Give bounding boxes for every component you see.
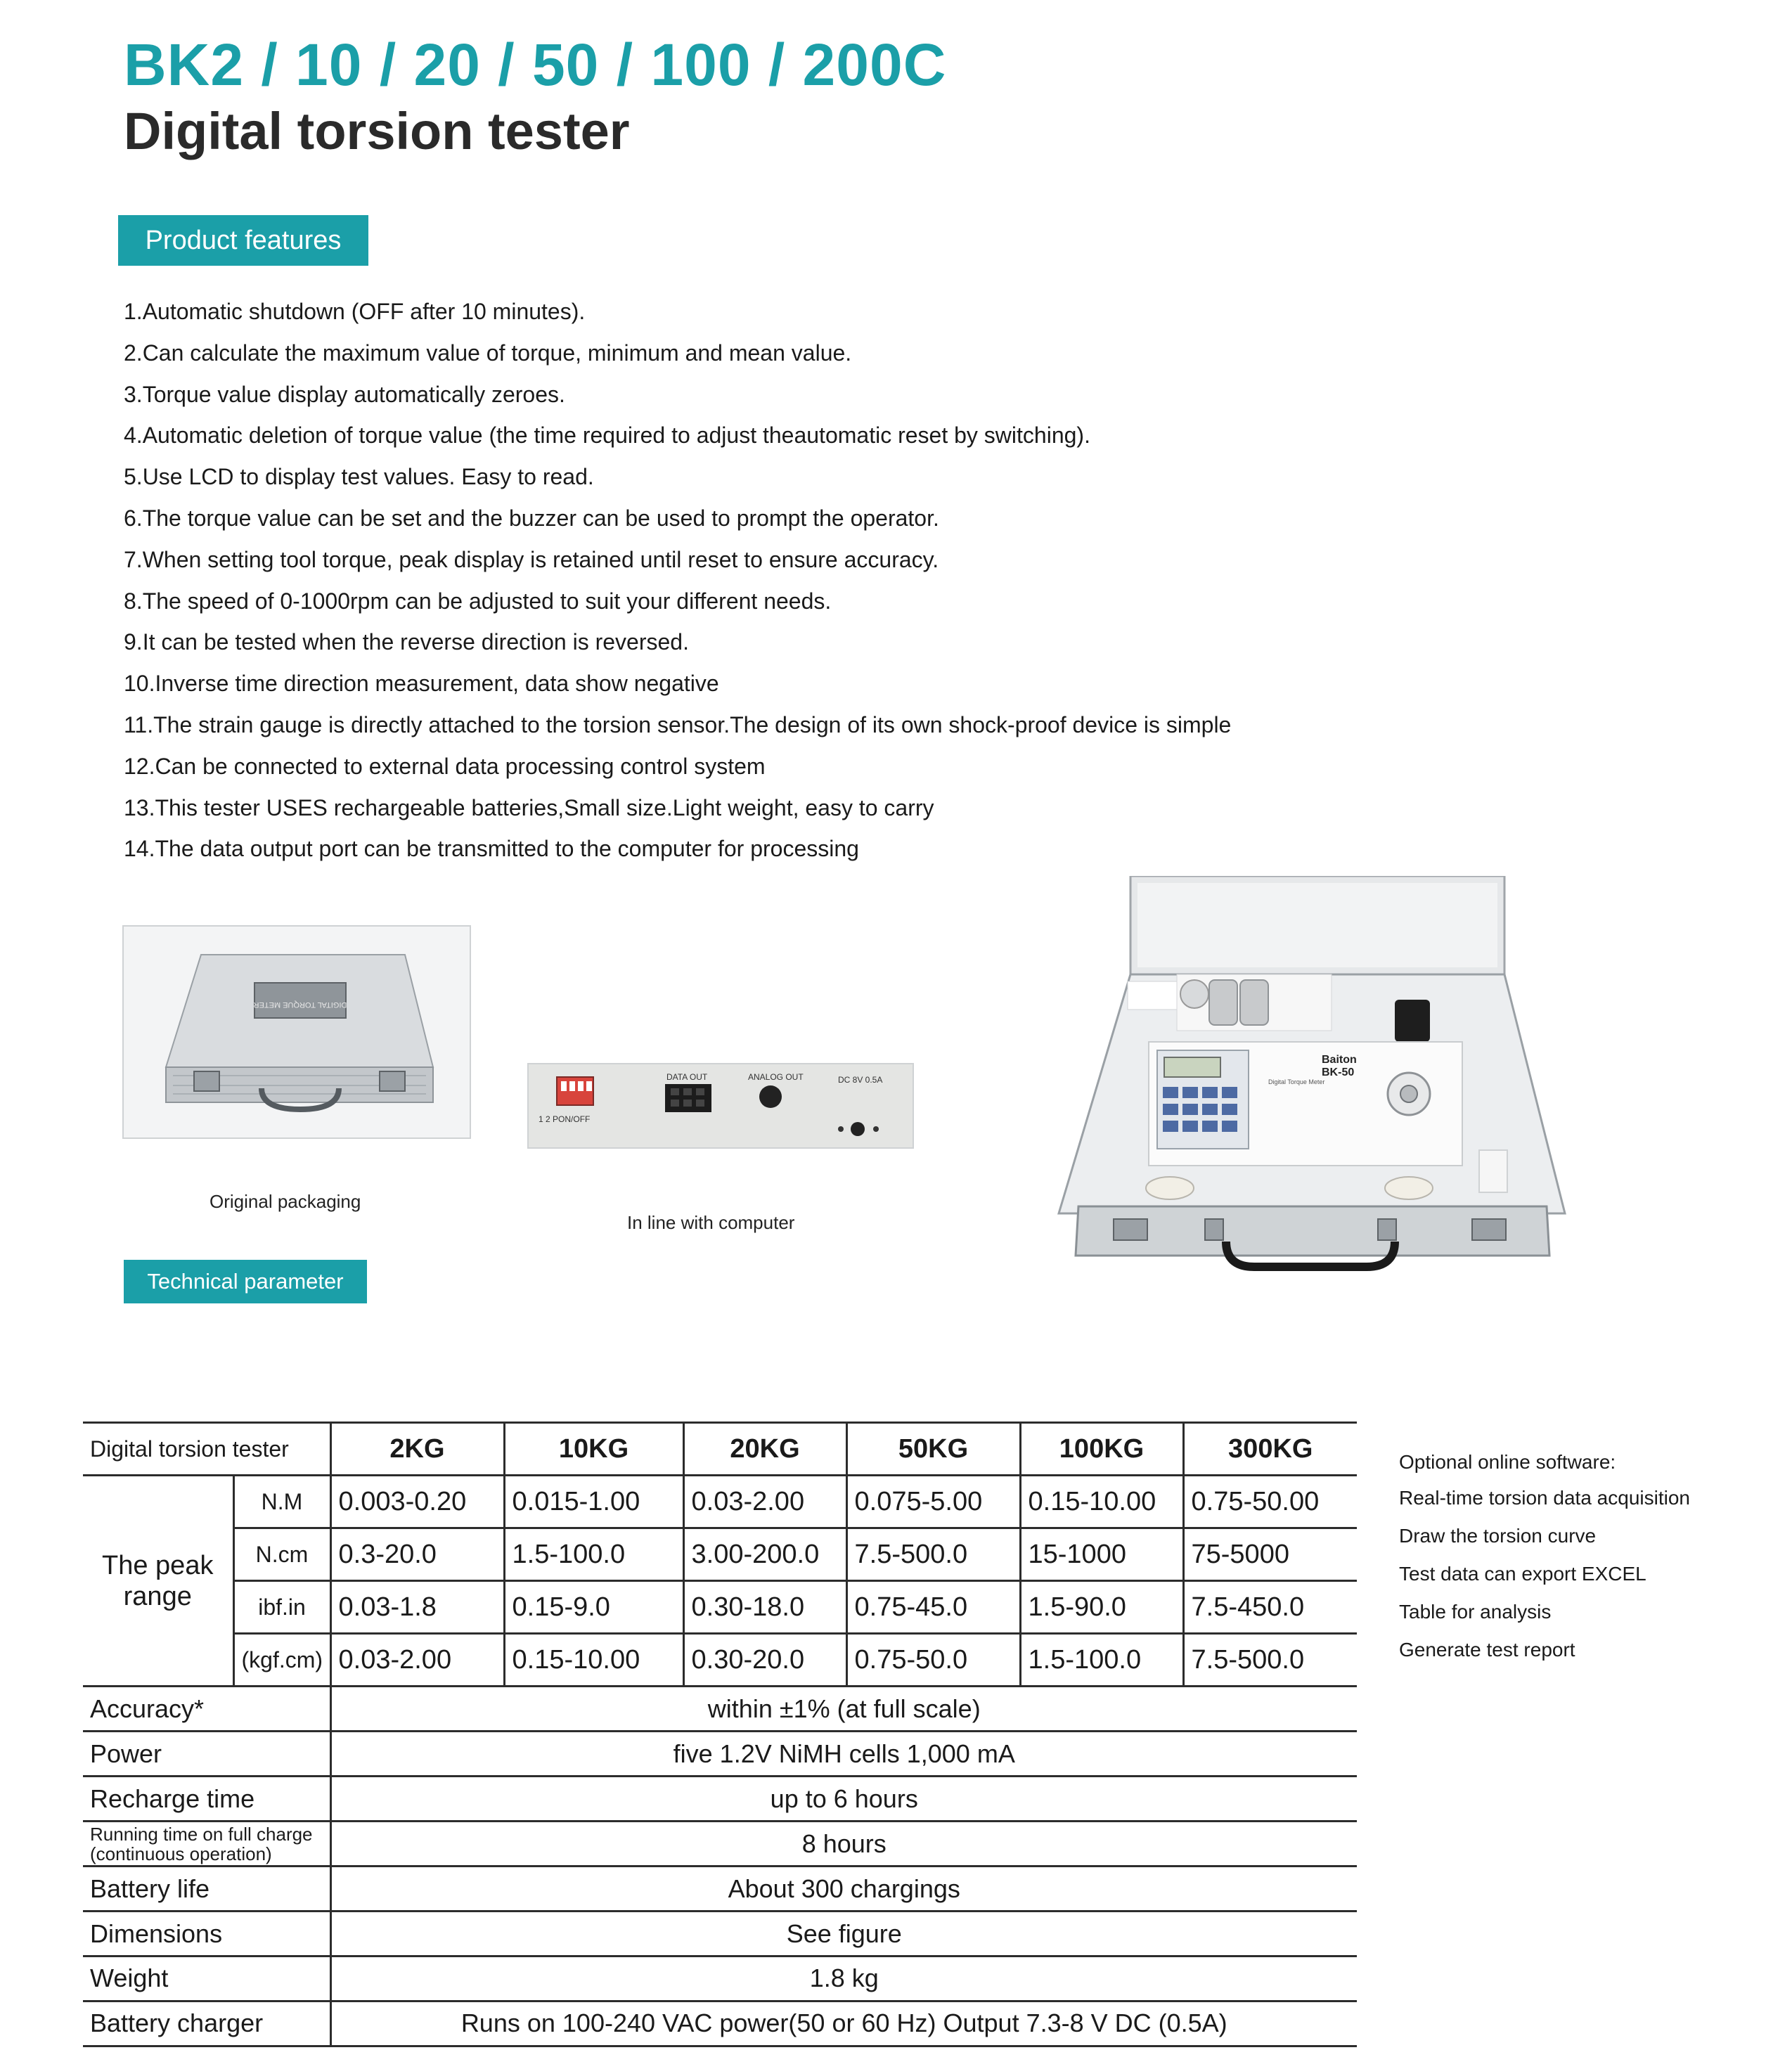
table-cell: 0.15-10.00: [504, 1634, 683, 1687]
table-cell: 0.15-9.0: [504, 1581, 683, 1634]
table-cell: within ±1% (at full scale): [330, 1687, 1357, 1732]
table-cell: 7.5-500.0: [846, 1528, 1020, 1581]
software-item: Table for analysis: [1399, 1601, 1552, 1623]
table-cell: 8 hours: [330, 1822, 1357, 1867]
dc-label: DC 8V 0.5A: [838, 1075, 883, 1085]
data-port-panel-illustration: [529, 1064, 913, 1147]
optional-software-block: [1399, 1451, 1690, 1669]
table-cell: 0.75-50.0: [846, 1634, 1020, 1687]
software-item: Real-time torsion data acquisition: [1399, 1487, 1690, 1509]
column-header: 2KG: [330, 1423, 504, 1476]
feature-item: 14.The data output port can be transmitted to the computer for processing: [124, 836, 859, 862]
feature-item: 8.The speed of 0-1000rpm can be adjusted to suit your different needs.: [124, 588, 832, 614]
unit-label: N.cm: [233, 1528, 330, 1581]
table-row: [83, 1777, 1357, 1822]
software-list: [1399, 1479, 1690, 1669]
table-header-row: [83, 1423, 1357, 1476]
table-cell: 0.03-2.00: [683, 1476, 846, 1528]
packaging-photo: [122, 925, 471, 1139]
row-label: Weight: [83, 1956, 330, 2001]
software-item: Test data can export EXCEL: [1399, 1563, 1646, 1585]
device-sub-text: Digital Torque Meter: [1268, 1078, 1325, 1085]
table-row: [83, 1912, 1357, 1956]
feature-item: 10.Inverse time direction measurement, data show negative: [124, 671, 719, 697]
table-row: [83, 1822, 1357, 1867]
table-cell: 3.00-200.0: [683, 1528, 846, 1581]
spec-table: [83, 1422, 1357, 2047]
feature-item: 3.Torque value display automatically zeroes.: [124, 381, 565, 407]
table-cell: 0.03-2.00: [330, 1634, 504, 1687]
table-row: [83, 1687, 1357, 1732]
case-plate-text: DIGITAL TORQUE METER: [253, 1000, 347, 1009]
table-row: [83, 1581, 1357, 1634]
row-label: Accuracy*: [83, 1687, 330, 1732]
table-cell: 0.003-0.20: [330, 1476, 504, 1528]
feature-item: 13.This tester USES rechargeable batteries,Small size.Light weight, easy to carry: [124, 794, 934, 820]
table-row: [83, 1476, 1357, 1528]
table-row: [83, 1867, 1357, 1912]
table-cell: 7.5-450.0: [1183, 1581, 1357, 1634]
device-model-text: BK-50: [1322, 1066, 1355, 1078]
table-cell: 0.75-45.0: [846, 1581, 1020, 1634]
column-header: 20KG: [683, 1423, 846, 1476]
aluminum-case-closed-illustration: [124, 927, 470, 1137]
feature-item: 1.Automatic shutdown (OFF after 10 minutes).: [124, 299, 586, 324]
software-item: Draw the torsion curve: [1399, 1525, 1597, 1547]
row-label: Running time on full charge (continuous operation): [83, 1822, 330, 1867]
packaging-caption: Original packaging: [210, 1191, 361, 1212]
table-row: [83, 1528, 1357, 1581]
feature-item: 9.It can be tested when the reverse direction is reversed.: [124, 629, 689, 655]
row-label: Dimensions: [83, 1912, 330, 1956]
computer-caption: In line with computer: [627, 1212, 795, 1233]
digital-torque-meter-case-illustration: [1057, 876, 1568, 1277]
data-out-label: DATA OUT: [666, 1072, 708, 1082]
table-cell: 1.8 kg: [330, 1956, 1357, 2001]
feature-item: 2.Can calculate the maximum value of torque, minimum and mean value.: [124, 340, 852, 366]
table-cell: 1.5-100.0: [504, 1528, 683, 1581]
table-cell: 0.3-20.0: [330, 1528, 504, 1581]
software-title: Optional online software:: [1399, 1451, 1616, 1473]
table-cell: 0.75-50.00: [1183, 1476, 1357, 1528]
table-cell: 0.03-1.8: [330, 1581, 504, 1634]
model-title: BK2 / 10 / 20 / 50 / 100 / 200C: [124, 32, 947, 98]
peak-range-label: The peak range: [83, 1476, 233, 1687]
table-cell: 0.075-5.00: [846, 1476, 1020, 1528]
table-cell: 0.15-10.00: [1020, 1476, 1183, 1528]
feature-item: 6.The torque value can be set and the buzzer can be used to prompt the operator.: [124, 505, 939, 531]
column-header: 10KG: [504, 1423, 683, 1476]
table-row: [83, 1634, 1357, 1687]
features-list: [124, 291, 1231, 870]
table-row: [83, 2001, 1357, 2046]
feature-item: 7.When setting tool torque, peak display is retained until reset to ensure accuracy.: [124, 546, 939, 572]
table-cell: 0.30-18.0: [683, 1581, 846, 1634]
row-label: Battery charger: [83, 2001, 330, 2046]
feature-item: 12.Can be connected to external data processing control system: [124, 753, 766, 779]
row-label: Recharge time: [83, 1777, 330, 1822]
row-label: Battery life: [83, 1867, 330, 1912]
table-cell: 1.5-90.0: [1020, 1581, 1183, 1634]
tester-in-case-photo: [1057, 876, 1568, 1277]
table-cell: 15-1000: [1020, 1528, 1183, 1581]
table-cell: About 300 chargings: [330, 1867, 1357, 1912]
software-item: Generate test report: [1399, 1639, 1575, 1661]
column-header: 50KG: [846, 1423, 1020, 1476]
row-label: Power: [83, 1732, 330, 1777]
unit-label: (kgf.cm): [233, 1634, 330, 1687]
table-cell: 1.5-100.0: [1020, 1634, 1183, 1687]
product-features-badge: Product features: [118, 215, 368, 266]
device-brand-text: Baiton: [1322, 1054, 1357, 1066]
unit-label: ibf.in: [233, 1581, 330, 1634]
table-row: [83, 1732, 1357, 1777]
column-header: 300KG: [1183, 1423, 1357, 1476]
technical-parameter-badge: Technical parameter: [124, 1260, 367, 1303]
analog-out-label: ANALOG OUT: [748, 1072, 804, 1082]
table-cell: up to 6 hours: [330, 1777, 1357, 1822]
table-cell: 75-5000: [1183, 1528, 1357, 1581]
computer-port-photo: [527, 1063, 914, 1149]
feature-item: 4.Automatic deletion of torque value (the time required to adjust theautomatic reset by switching).: [124, 423, 1090, 449]
table-cell: See figure: [330, 1912, 1357, 1956]
feature-item: 5.Use LCD to display test values. Easy to read.: [124, 464, 594, 490]
table-corner-label: Digital torsion tester: [83, 1423, 330, 1476]
column-header: 100KG: [1020, 1423, 1183, 1476]
table-row: [83, 1956, 1357, 2001]
table-cell: 0.015-1.00: [504, 1476, 683, 1528]
table-cell: Runs on 100-240 VAC power(50 or 60 Hz) Output 7.3-8 V DC (0.5A): [330, 2001, 1357, 2046]
switch-label: 1 2 PON/OFF: [539, 1114, 591, 1124]
unit-label: N.M: [233, 1476, 330, 1528]
table-cell: five 1.2V NiMH cells 1,000 mA: [330, 1732, 1357, 1777]
table-cell: 0.30-20.0: [683, 1634, 846, 1687]
product-title: Digital torsion tester: [124, 102, 630, 160]
feature-item: 11.The strain gauge is directly attached to the torsion sensor.The design of its own shock-proof device is simple: [124, 711, 1232, 737]
table-cell: 7.5-500.0: [1183, 1634, 1357, 1687]
